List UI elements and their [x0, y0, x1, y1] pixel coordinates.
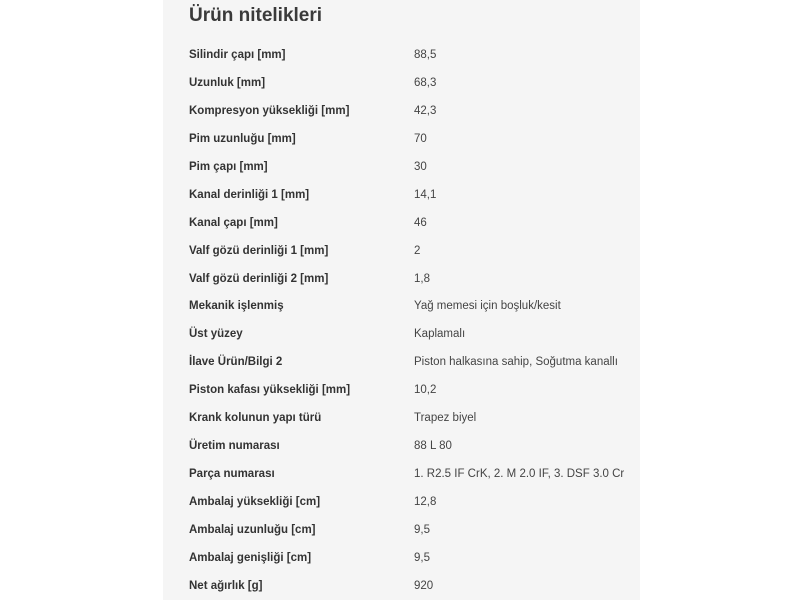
spec-row-silindir-capi: [163, 42, 640, 70]
spec-value: 14,1: [414, 188, 437, 201]
spec-row-pim-uzunlugu: [163, 126, 640, 154]
spec-label: Parça numarası: [189, 468, 275, 481]
spec-value: 10,2: [414, 384, 437, 397]
spec-value: 12,8: [414, 496, 437, 508]
spec-row-ambalaj-uzunlugu: [163, 517, 640, 545]
spec-value: 68,3: [414, 76, 437, 89]
spec-value: 9,5: [414, 551, 430, 564]
spec-label: Mekanik işlenmiş: [189, 300, 284, 313]
spec-label: Ambalaj yüksekliği [cm]: [189, 496, 321, 508]
spec-row-valf-gozu-derinligi-1: [163, 238, 640, 266]
spec-row-valf-gozu-derinligi-2: [163, 266, 640, 294]
spec-value: 1. R2.5 IF CrK, 2. M 2.0 IF, 3. DSF 3.0 Cr: [414, 468, 625, 481]
spec-value: 9,5: [414, 523, 430, 536]
spec-value: 920: [414, 579, 434, 592]
spec-label: Kanal çapı [mm]: [189, 216, 278, 229]
spec-row-kanal-capi: [163, 210, 640, 238]
spec-label: Krank kolunun yapı türü: [189, 412, 322, 425]
spec-label: Pim çapı [mm]: [189, 160, 268, 173]
spec-label: Uzunluk [mm]: [189, 76, 266, 89]
spec-value: Yağ memesi için boşluk/kesit: [414, 300, 561, 313]
spec-value: 42,3: [414, 104, 437, 117]
spec-row-kompresyon-yuksekligi: [163, 98, 640, 126]
spec-value: 88,5: [414, 49, 437, 61]
spec-label: Ambalaj genişliği [cm]: [189, 551, 312, 564]
spec-row-ambalaj-yuksekligi: [163, 489, 640, 517]
spec-row-piston-kafasi-yuksekligi: [163, 377, 640, 405]
spec-row-mekanik-islenmis: [163, 293, 640, 321]
spec-label: Üretim numarası: [189, 440, 280, 453]
spec-label: Piston kafası yüksekliği [mm]: [189, 384, 351, 397]
spec-label: Ambalaj uzunluğu [cm]: [189, 523, 316, 536]
spec-value: Trapez biyel: [414, 412, 477, 425]
spec-row-pim-capi: [163, 154, 640, 182]
section-title: Ürün nitelikleri: [189, 5, 323, 26]
spec-label: Pim uzunluğu [mm]: [189, 132, 296, 145]
spec-label: Silindir çapı [mm]: [189, 49, 286, 61]
spec-value: 30: [414, 160, 427, 173]
spec-label: Valf gözü derinliği 2 [mm]: [189, 272, 329, 285]
spec-row-uzunluk: [163, 70, 640, 98]
spec-row-ilave-urun-bilgi-2: [163, 349, 640, 377]
spec-value: 70: [414, 132, 427, 145]
spec-label: Kanal derinliği 1 [mm]: [189, 188, 310, 201]
spec-row-ambalaj-genisligi: [163, 545, 640, 573]
spec-row-parca-numarasi: [163, 461, 640, 489]
spec-row-net-agirlik: [163, 573, 640, 601]
spec-list: [163, 42, 640, 601]
spec-row-ust-yuzey: [163, 321, 640, 349]
spec-value: Piston halkasına sahip, Soğutma kanallı: [414, 356, 618, 369]
spec-row-uretim-numarasi: [163, 433, 640, 461]
spec-row-krank-kolunun-yapi-turu: [163, 405, 640, 433]
spec-value: 2: [414, 244, 421, 257]
spec-label: İlave Ürün/Bilgi 2: [189, 356, 283, 369]
spec-label: Valf gözü derinliği 1 [mm]: [189, 244, 329, 257]
product-attributes-panel: [163, 0, 640, 600]
spec-row-kanal-derinligi-1: [163, 182, 640, 210]
spec-value: Kaplamalı: [414, 328, 466, 341]
spec-value: 88 L 80: [414, 440, 452, 453]
spec-value: 46: [414, 216, 427, 229]
spec-label: Net ağırlık [g]: [189, 579, 263, 592]
spec-label: Kompresyon yüksekliği [mm]: [189, 104, 350, 117]
spec-label: Üst yüzey: [189, 328, 243, 341]
spec-value: 1,8: [414, 272, 430, 285]
